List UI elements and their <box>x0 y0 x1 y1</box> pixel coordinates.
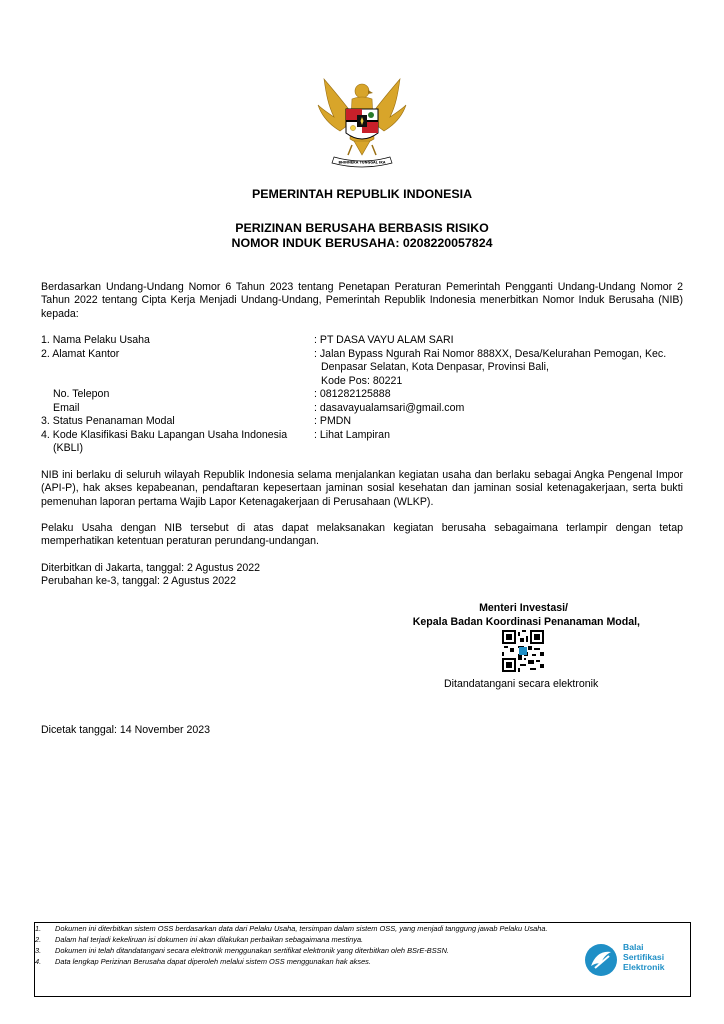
issuance-info <box>41 562 260 589</box>
note-number: 2. <box>35 935 42 944</box>
note-number: 4. <box>35 957 42 966</box>
document-title: PERIZINAN BERUSAHA BERBASIS RISIKO <box>235 221 489 235</box>
bsre-logo <box>583 937 683 981</box>
kbli-label-line-2: (KBLI) <box>53 442 84 455</box>
note-text: Data lengkap Perizinan Berusaha dapat diperoleh melalui sistem OSS menggunakan hak akses. <box>55 957 371 966</box>
address-line-2: Denpasar Selatan, Kota Denpasar, Provinsi Bali, <box>321 361 549 374</box>
footer-note <box>35 945 565 956</box>
name-label: 1. Nama Pelaku Usaha <box>41 334 150 346</box>
nib-number: NOMOR INDUK BERUSAHA: 0208220057824 <box>231 236 493 250</box>
emblem-motto: BHINNEKA TUNGGAL IKA <box>338 160 386 165</box>
issued-line: Diterbitkan di Jakarta, tanggal: 2 Agustus 2022 <box>41 562 261 574</box>
address-line-3: Kode Pos: 80221 <box>321 374 403 387</box>
kbli-value: : Lihat Lampiran <box>314 429 390 441</box>
note-text: Dokumen ini diterbitkan sistem OSS berdasarkan data dari Pelaku Usaha, tersimpan dalam sistem OSS, yang menjadi tanggung jawab Pelaku Usaha. <box>55 924 548 933</box>
signatory-line-2: Kepala Badan Koordinasi Penanaman Modal, <box>412 616 640 628</box>
investment-status-label: 3. Status Penanaman Modal <box>41 415 175 427</box>
address-line-1: : Jalan Bypass Ngurah Rai Nomor 888XX, Desa/Kelurahan Pemogan, Kec. <box>314 348 667 360</box>
qr-code <box>502 630 544 672</box>
bsre-logo-icon <box>583 942 619 978</box>
bsre-line-3: Elektronik <box>623 962 665 972</box>
note-number: 3. <box>35 946 42 955</box>
signatory-title <box>340 601 640 629</box>
validity-paragraph: NIB ini berlaku di seluruh wilayah Republik Indonesia selama menjalankan kegiatan usaha dan berlaku sebagai Angka Pengenal Impor (API-P), hak akses kepabeanan, pendaftaran kepesertaan jaminan sosial kesehatan dan jaminan sosial ketenagakerjaan, serta bukti pemenuhan laporan pertama Wajib Lapor Ketenagakerjaan di Perusahaan (WLKP). <box>41 469 683 508</box>
phone-value: : 081282125888 <box>314 388 391 400</box>
footer-note <box>35 923 565 934</box>
kbli-label-line-1: 4. Kode Klasifikasi Baku Lapangan Usaha Indonesia <box>41 429 288 441</box>
note-text: Dalam hal terjadi kekeliruan isi dokumen ini akan dilakukan perbaikan sebagaimana mestinya. <box>55 935 364 944</box>
investment-status-value: : PMDN <box>314 415 352 427</box>
note-text: Dokumen ini telah ditandatangani secara elektronik menggunakan sertifikat elektronik yang diterbitkan oleh BSrE-BSSN. <box>55 946 449 955</box>
garuda-pancasila-emblem <box>316 75 408 171</box>
address-value <box>314 348 694 388</box>
amendment-line: Perubahan ke-3, tanggal: 2 Agustus 2022 <box>41 575 236 588</box>
print-date: Dicetak tanggal: 14 November 2023 <box>41 724 211 736</box>
phone-label: No. Telepon <box>53 388 110 400</box>
kbli-label <box>41 429 287 456</box>
bsre-line-2: Sertifikasi <box>623 952 665 962</box>
address-label: 2. Alamat Kantor <box>41 348 120 360</box>
government-heading: PEMERINTAH REPUBLIK INDONESIA <box>251 187 473 201</box>
email-value: : dasavayualamsari@gmail.com <box>314 402 465 414</box>
name-value: : PT DASA VAYU ALAM SARI <box>314 334 454 346</box>
footer-notes-box <box>34 922 691 997</box>
footer-note <box>35 934 565 945</box>
signatory-line-1: Menteri Investasi/ <box>479 602 568 614</box>
intro-paragraph: Berdasarkan Undang-Undang Nomor 6 Tahun 2023 tentang Penetapan Peraturan Pemerintah Pengganti Undang-Undang Nomor 2 Tahun 2022 tentang Cipta Kerja Menjadi Undang-Undang, Pemerintah Republik Indonesia menerbitkan Nomor Induk Berusaha (NIB) kepada: <box>41 281 683 320</box>
footer-note <box>35 956 565 967</box>
electronic-signature-note: Ditandatangani secara elektronik <box>444 678 599 690</box>
note-number: 1. <box>35 924 42 933</box>
email-label: Email <box>53 402 80 414</box>
bsre-logo-text <box>623 942 665 972</box>
obligation-paragraph: Pelaku Usaha dengan NIB tersebut di atas dapat melaksanakan kegiatan berusaha sebagaimana terlampir dengan tetap memperhatikan ketentuan peraturan perundang-undangan. <box>41 522 683 548</box>
footer-notes-list <box>35 923 565 967</box>
bsre-line-1: Balai <box>623 942 644 952</box>
